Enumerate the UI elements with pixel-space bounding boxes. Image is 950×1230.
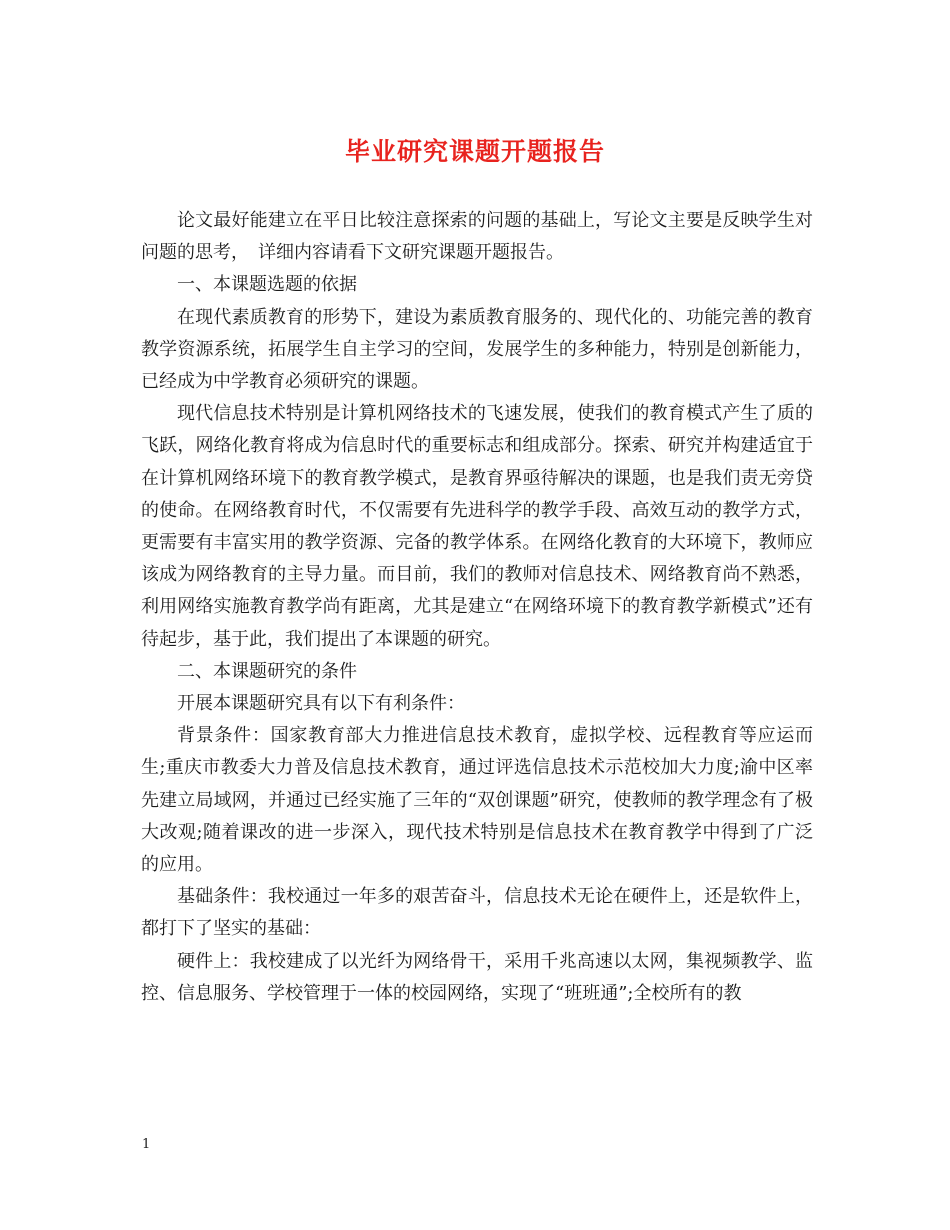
paragraph-background-conditions: 背景条件：国家教育部大力推进信息技术教育，虚拟学校、远程教育等应运而生;重庆市教委大力普及信息技术教育，通过评选信息技术示范校加大力度;渝中区率先建立局域网，并通过已经实施了三年的“双创课题”研究，使教师的教学理念有了极大改观;随着课改的进一步深入，现代技术特别是信息技术在教育教学中得到了广泛的应用。 xyxy=(141,725,813,876)
paragraph-intro: 论文最好能建立在平日比较注意探索的问题的基础上，写论文主要是反映学生对问题的思考， 详细内容请看下文研究课题开题报告。 xyxy=(141,210,813,264)
paragraph-basis: 在现代素质教育的形势下，建设为素质教育服务的、现代化的、功能完善的教育教学资源系统，拓展学生自主学习的空间，发展学生的多种能力，特别是创新能力，已经成为中学教育必须研究的课题。 xyxy=(141,306,813,393)
document-body xyxy=(141,205,813,1010)
heading-section-2: 二、本课题研究的条件 xyxy=(177,660,357,682)
heading-section-1: 一、本课题选题的依据 xyxy=(177,274,357,296)
paragraph-conditions-intro: 开展本课题研究具有以下有利条件： xyxy=(177,693,465,715)
paragraph-hardware: 硬件上：我校建成了以光纤为网络骨干，采用千兆高速以太网，集视频教学、监控、信息服务、学校管理于一体的校园网络，实现了“班班通”;全校所有的教 xyxy=(141,950,813,1004)
page-number: 1 xyxy=(142,1137,151,1152)
paragraph-network-education: 现代信息技术特别是计算机网络技术的飞速发展，使我们的教育模式产生了质的飞跃，网络化教育将成为信息时代的重要标志和组成部分。探索、研究并构建适宜于在计算机网络环境下的教育教学模式，是教育界亟待解决的课题，也是我们责无旁贷的使命。在网络教育时代，不仅需要有先进科学的教学手段、高效互动的教学方式，更需要有丰富实用的教学资源、完备的教学体系。在网络化教育的大环境下，教师应该成为网络教育的主导力量。而目前，我们的教师对信息技术、网络教育尚不熟悉，利用网络实施教育教学尚有距离，尤其是建立“在网络环境下的教育教学新模式”还有待起步，基于此，我们提出了本课题的研究。 xyxy=(141,403,813,650)
document-title: 毕业研究课题开题报告 xyxy=(344,137,605,166)
paragraph-foundation-conditions: 基础条件：我校通过一年多的艰苦奋斗，信息技术无论在硬件上，还是软件上，都打下了坚实的基础： xyxy=(141,886,813,940)
